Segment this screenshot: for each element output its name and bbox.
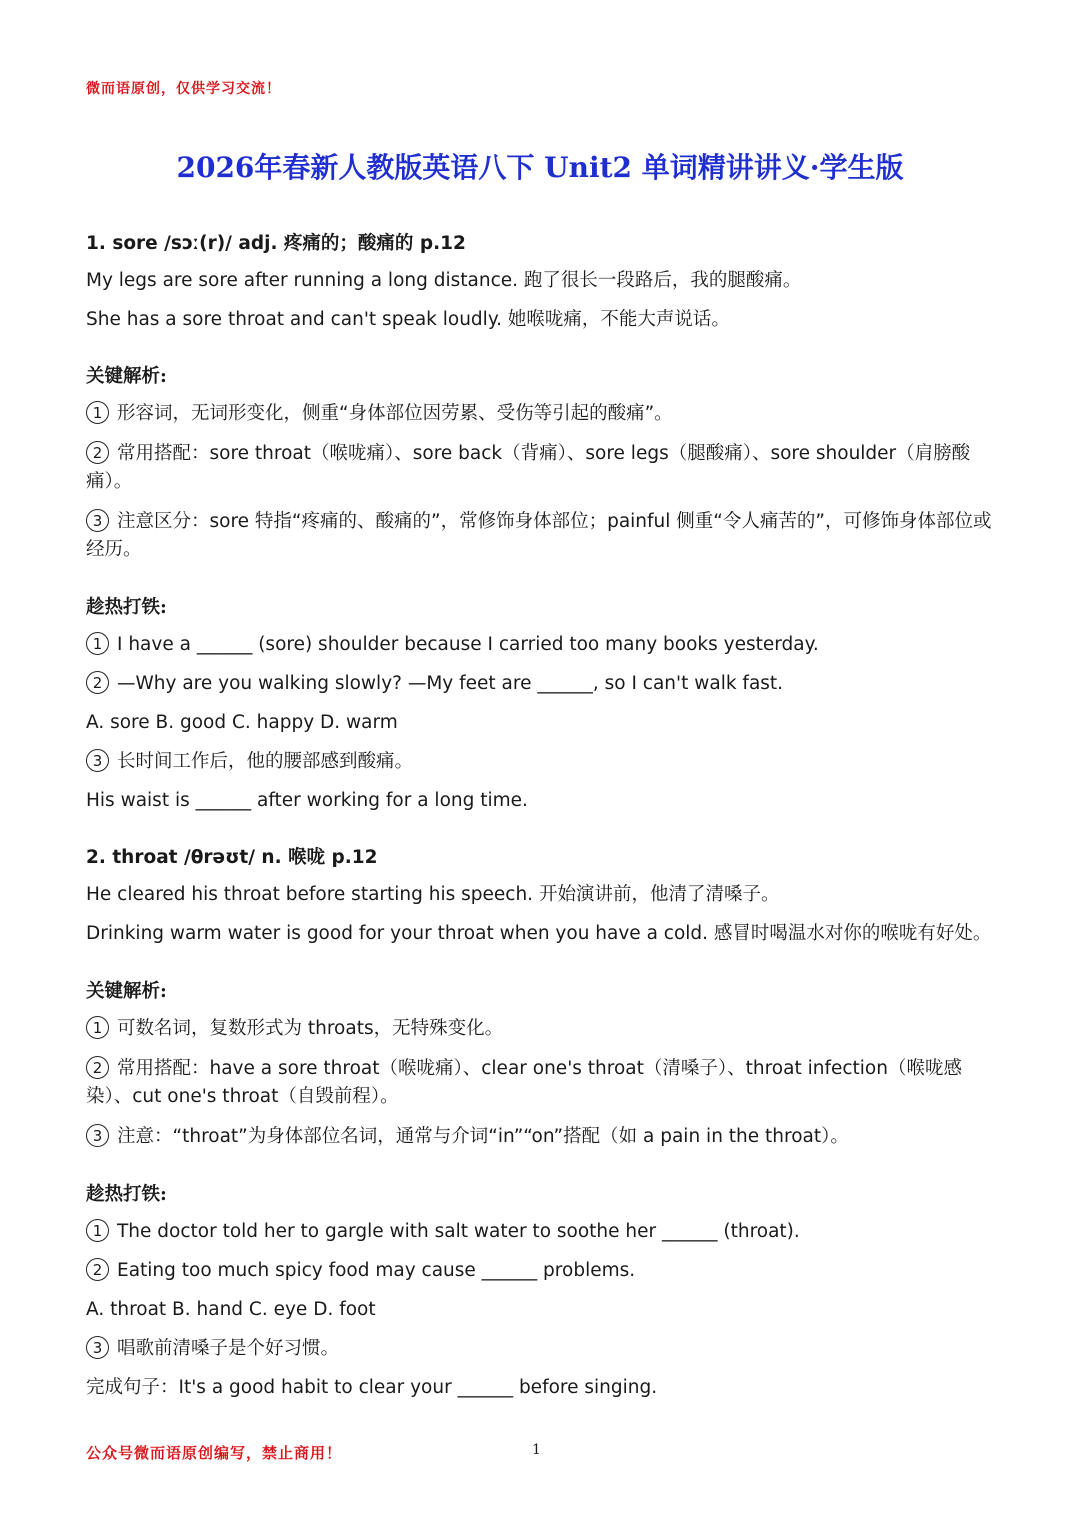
practice-question: 2 —Why are you walking slowly? —My feet are ______, so I can't walk fast. [86, 670, 996, 697]
copyright-note: 微而语原创，仅供学习交流！ [86, 81, 281, 97]
page-number: 1 [532, 1442, 541, 1458]
practice-question: 3 唱歌前清嗓子是个好习惯。 [86, 1335, 996, 1362]
analysis-point: 1 形容词，无词形变化，侧重“身体部位因劳累、受伤等引起的酸痛”。 [86, 400, 996, 428]
analysis-label: 关键解析: [86, 981, 167, 1002]
circled-number: 3 [86, 749, 109, 772]
practice-label: 趁热打铁: [86, 597, 167, 618]
practice-question: 3 长时间工作后，他的腰部感到酸痛。 [86, 748, 996, 775]
circled-number: 2 [86, 671, 109, 694]
practice-question: 1 I have a ______ (sore) shoulder because I carried too many books yesterday. [86, 631, 996, 658]
answer-options: A. sore B. good C. happy D. warm [86, 712, 398, 733]
answer-options: A. throat B. hand C. eye D. foot [86, 1299, 376, 1320]
circled-number: 1 [86, 401, 109, 424]
analysis-point: 1 可数名词，复数形式为 throats，无特殊变化。 [86, 1015, 996, 1043]
fill-blank-sentence: His waist is ______ after working for a long time. [86, 790, 528, 811]
document-body [86, 230, 996, 1413]
fill-blank-sentence: 完成句子：It's a good habit to clear your ______ before singing. [86, 1377, 658, 1398]
circled-number: 2 [86, 441, 109, 464]
analysis-point: 3 注意：“throat”为身体部位名词，通常与介词“in”“on”搭配（如 a pain in the throat）。 [86, 1123, 996, 1151]
circled-number: 1 [86, 632, 109, 655]
analysis-label: 关键解析: [86, 366, 167, 387]
practice-question: 1 The doctor told her to gargle with salt water to soothe her ______ (throat). [86, 1218, 996, 1245]
example-sentence: My legs are sore after running a long distance. 跑了很长一段路后，我的腿酸痛。 [86, 270, 802, 291]
circled-number: 3 [86, 1336, 109, 1359]
word-headword: 1. sore /sɔː(r)/ adj. 疼痛的；酸痛的 p.12 [86, 233, 466, 254]
example-sentence: She has a sore throat and can't speak loudly. 她喉咙痛，不能大声说话。 [86, 309, 730, 330]
practice-label: 趁热打铁: [86, 1184, 167, 1205]
word-headword: 2. throat /θrəʊt/ n. 喉咙 p.12 [86, 847, 378, 868]
analysis-point: 2 常用搭配：sore throat（喉咙痛）、sore back（背痛）、sore legs（腿酸痛）、sore shoulder（肩膀酸痛）。 [86, 440, 996, 496]
analysis-point: 3 注意区分：sore 特指“疼痛的、酸痛的”，常修饰身体部位；painful 侧重“令人痛苦的”，可修饰身体部位或经历。 [86, 508, 996, 564]
example-sentence: Drinking warm water is good for your throat when you have a cold. 感冒时喝温水对你的喉咙有好处。 [86, 923, 992, 944]
practice-question: 2 Eating too much spicy food may cause ______ problems. [86, 1257, 996, 1284]
circled-number: 3 [86, 1124, 109, 1147]
circled-number: 3 [86, 509, 109, 532]
analysis-point: 2 常用搭配：have a sore throat（喉咙痛）、clear one's throat（清嗓子）、throat infection（喉咙感染）、cut one's throat（自毁前程）。 [86, 1055, 996, 1111]
example-sentence: He cleared his throat before starting his speech. 开始演讲前，他清了清嗓子。 [86, 884, 780, 905]
footer-copyright-note: 公众号微而语原创编写，禁止商用！ [86, 1444, 343, 1462]
document-title: 2026年春新人教版英语八下 Unit2 单词精讲讲义·学生版 [176, 151, 904, 184]
circled-number: 2 [86, 1056, 109, 1079]
circled-number: 2 [86, 1258, 109, 1281]
circled-number: 1 [86, 1016, 109, 1039]
circled-number: 1 [86, 1219, 109, 1242]
